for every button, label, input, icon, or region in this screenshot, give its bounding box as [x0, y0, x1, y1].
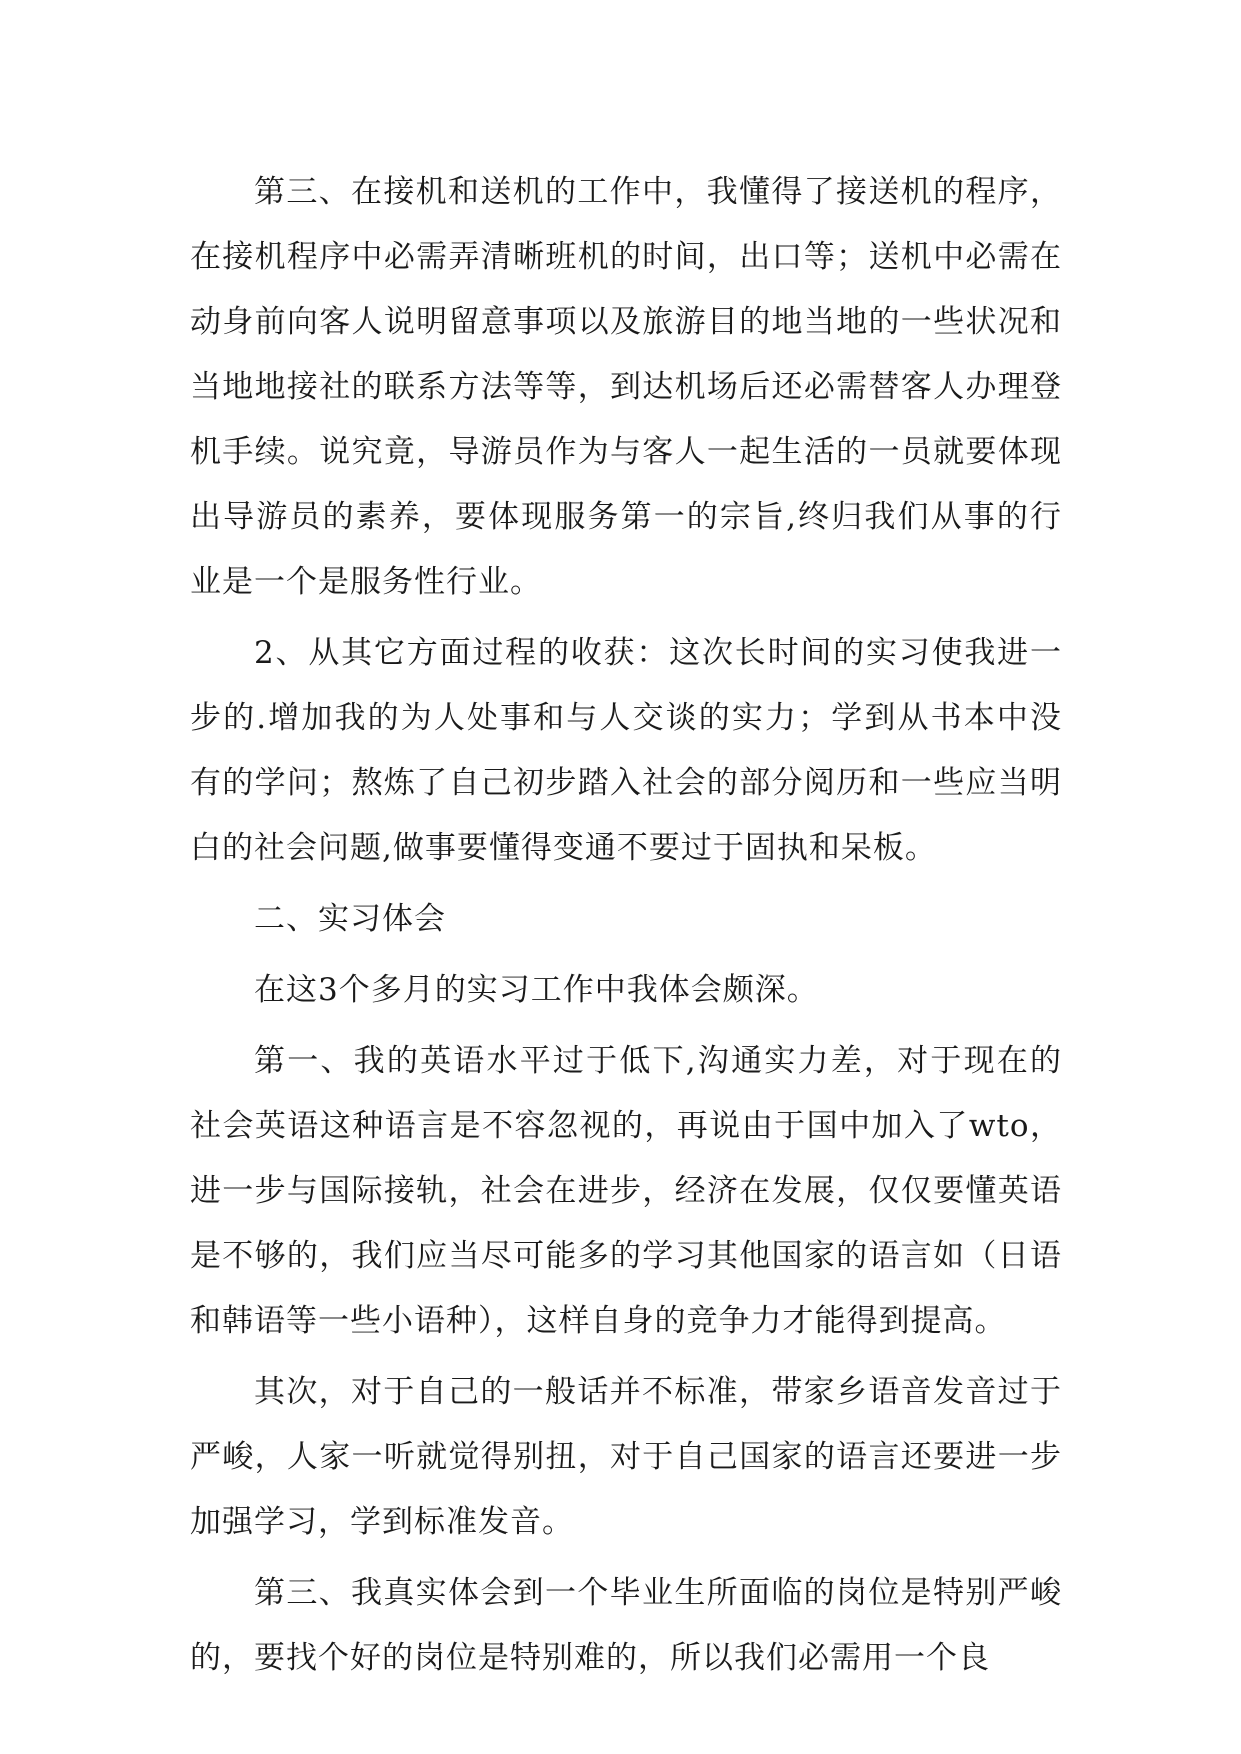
- paragraph-english-level: 第一、我的英语水平过于低下,沟通实力差，对于现在的社会英语这种语言是不容忽视的，再说由于国中加入了wto，进一步与国际接轨，社会在进步，经济在发展，仅仅要懂英语是不够的，我们应当尽可能多的学习其他国家的语言如（日语和韩语等一些小语种），这样自身的竞争力才能得到提高。: [190, 1043, 1062, 1339]
- paragraph-airport-transfer: 第三、在接机和送机的工作中，我懂得了接送机的程序，在接机程序中必需弄清晰班机的时间，出口等；送机中必需在动身前向客人说明留意事项以及旅游目的地当地的一些状况和当地地接社的联系方法等等，到达机场后还必需替客人办理登机手续。说究竟，导游员作为与客人一起生活的一员就要体现出导游员的素养，要体现服务第一的宗旨,终归我们从事的行业是一个是服务性行业。: [190, 174, 1062, 600]
- paragraph-job-market: 第三、我真实体会到一个毕业生所面临的岗位是特别严峻的，要找个好的岗位是特别难的，所以我们必需用一个良: [190, 1575, 1062, 1676]
- paragraph-intro-experience: 在这3个多月的实习工作中我体会颇深。: [254, 972, 819, 1008]
- section-heading-internship-experience: 二、实习体会: [254, 901, 446, 937]
- paragraph-mandarin: 其次，对于自己的一般话并不标准，带家乡语音发音过于严峻，人家一听就觉得别扭，对于自己国家的语言还要进一步加强学习，学到标准发音。: [190, 1374, 1062, 1540]
- paragraph-other-gains: 2、从其它方面过程的收获：这次长时间的实习使我进一步的.增加我的为人处事和与人交谈的实力；学到从书本中没有的学问；熬炼了自己初步踏入社会的部分阅历和一些应当明白的社会问题,做事要懂得变通不要过于固执和呆板。: [190, 635, 1062, 866]
- document-body: [190, 160, 1062, 1697]
